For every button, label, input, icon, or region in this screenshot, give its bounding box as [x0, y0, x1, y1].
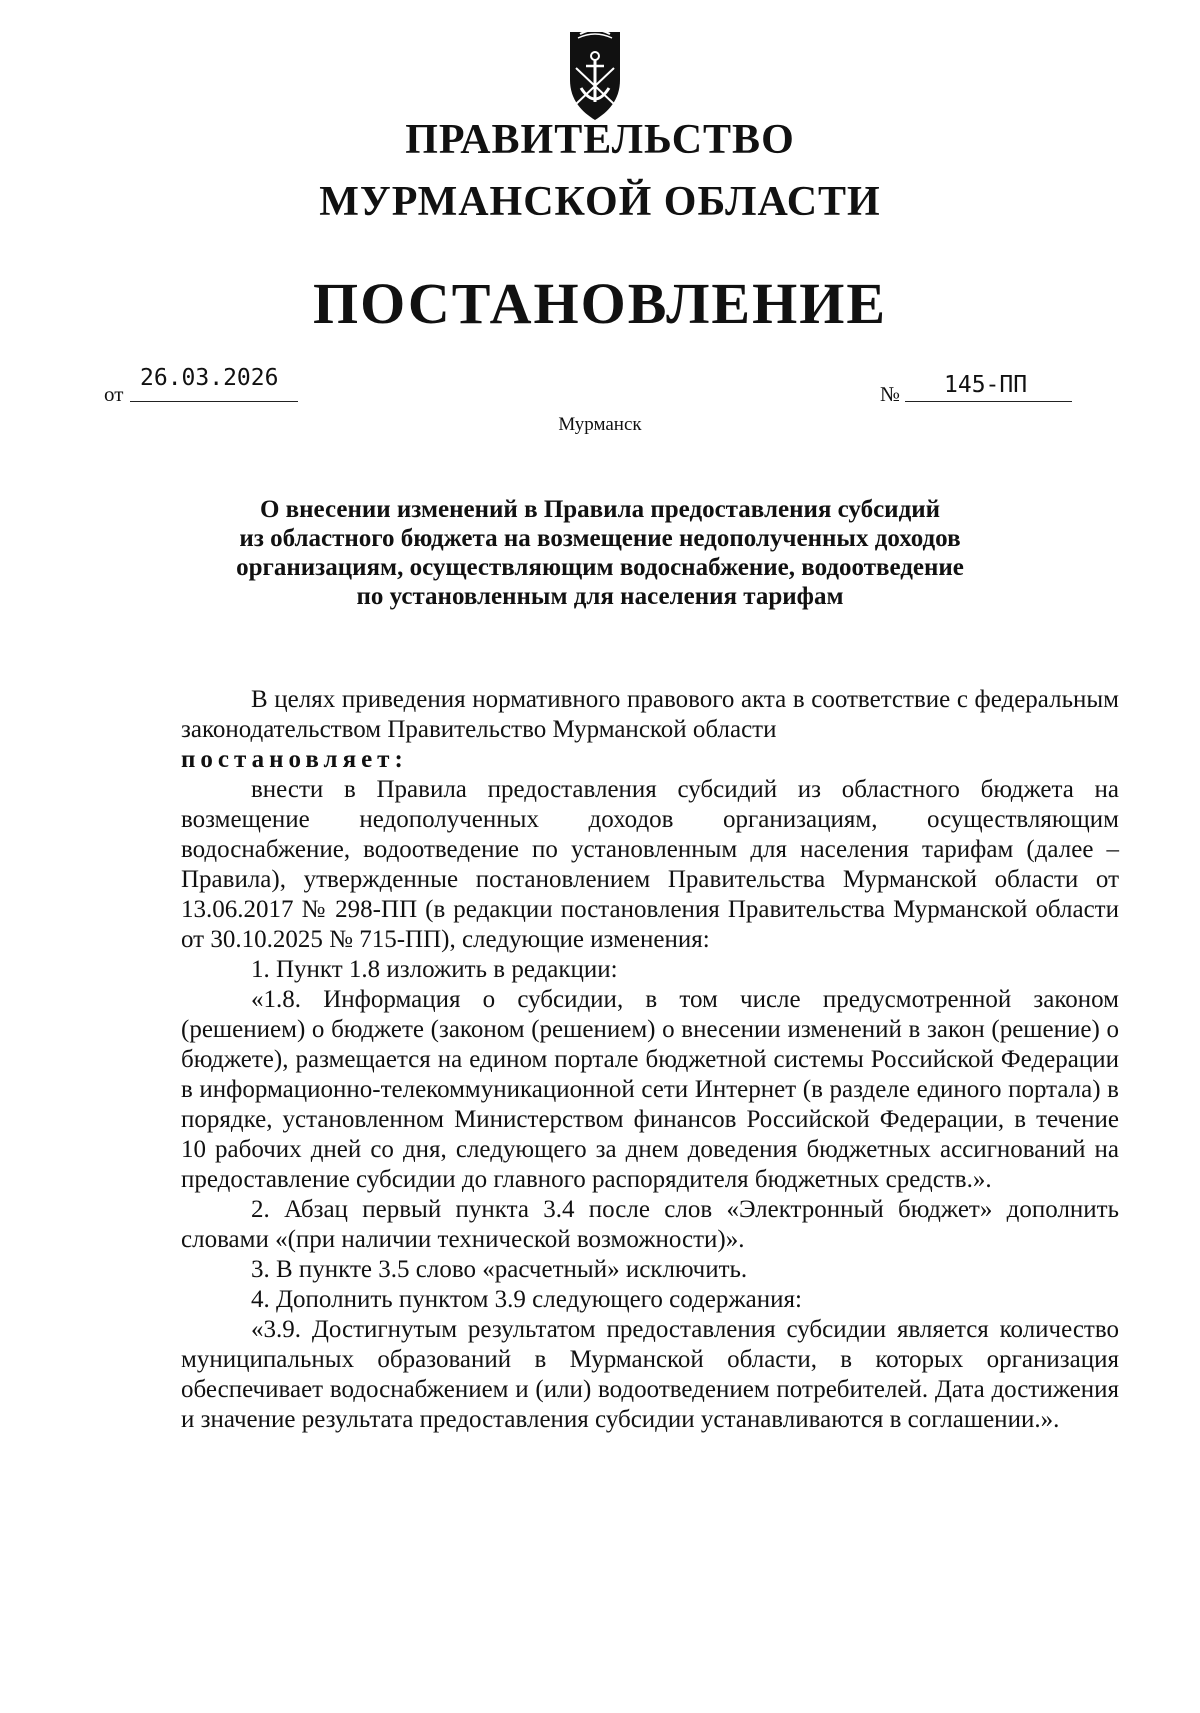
body-paragraph: 2. Абзац первый пункта 3.4 после слов «Электронный бюджет» дополнить словами «(при наличии технической возможности)».: [181, 1196, 1119, 1253]
body-paragraph: 3. В пункте 3.5 слово «расчетный» исключить.: [251, 1256, 748, 1283]
document-type: ПОСТАНОВЛЕНИЕ: [312, 271, 888, 336]
number-prefix: №: [880, 382, 901, 406]
intro-paragraph: В целях приведения нормативного правового акта в соответствие с федеральным законодательством Правительство Мурманской области: [181, 686, 1119, 743]
document-body: [181, 685, 1119, 1435]
coat-of-arms-icon: [556, 28, 634, 124]
document-title: [180, 495, 1020, 611]
body-paragraph: «1.8. Информация о субсидии, в том числе предусмотренной законом (решением) о бюджете (законом (решением) о внесении изменений в закон (решение) о бюджете), размещается на едином портале бюджетной системы Российской Федерации в информационно-телекоммуникационной сети Интернет (в разделе единого портала) в порядке, установленном Министерством финансов Российской Федерации, в течение 10 рабочих дней со дня, следующего за днем доведения бюджетных ассигнований на предоставление субсидии до главного распорядителя бюджетных средств.».: [181, 986, 1119, 1193]
government-name-line-2: МУРМАНСКОЙ ОБЛАСТИ: [319, 179, 881, 225]
document-date: 26.03.2026: [140, 365, 279, 391]
title-line: по установленным для населения тарифам: [356, 583, 844, 610]
document-number: 145-ПП: [944, 372, 1028, 398]
resolves-keyword: постановляет:: [181, 746, 408, 773]
date-underline: [130, 401, 298, 402]
date-prefix: от: [104, 382, 124, 406]
body-paragraph: внести в Правила предоставления субсидий из областного бюджета на возмещение недополученных доходов организациям, осуществляющим водоснабжение, водоотведение по установленным для населения тарифам (далее – Правила), утвержденные постановлением Правительства Мурманской области от 13.06.2017 № 298-ПП (в редакции постановления Правительства Мурманской области от 30.10.2025 № 715-ПП), следующие изменения:: [181, 776, 1119, 953]
body-paragraph: «3.9. Достигнутым результатом предоставления субсидии является количество муниципальных образований в Мурманской области, в которых организация обеспечивает водоснабжением и (или) водоотведением потребителей. Дата достижения и значение результата предоставления субсидии устанавливаются в соглашении.».: [181, 1316, 1119, 1433]
title-line: организациям, осуществляющим водоснабжение, водоотведение: [236, 554, 964, 581]
body-paragraph: 1. Пункт 1.8 изложить в редакции:: [251, 956, 618, 983]
city: Мурманск: [558, 414, 642, 435]
body-paragraph: 4. Дополнить пунктом 3.9 следующего содержания:: [251, 1286, 802, 1313]
number-underline: [905, 401, 1072, 402]
title-line: О внесении изменений в Правила предоставления субсидий: [259, 496, 941, 523]
title-line: из областного бюджета на возмещение недополученных доходов: [239, 525, 961, 552]
government-name-line-1: ПРАВИТЕЛЬСТВО: [405, 117, 795, 163]
